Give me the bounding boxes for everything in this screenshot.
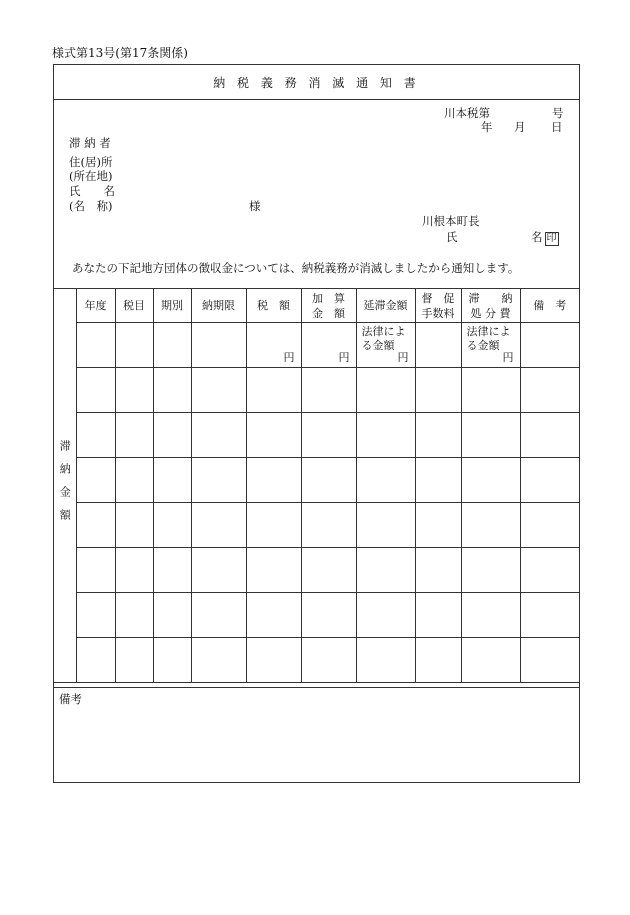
location-label: (所在地) [69, 169, 113, 183]
cell[interactable] [520, 548, 579, 593]
cell-tax-amount[interactable] [246, 323, 301, 368]
table-row [54, 323, 579, 368]
cell[interactable] [356, 503, 415, 548]
cell-additional[interactable] [301, 323, 356, 368]
cell[interactable] [191, 503, 246, 548]
cell[interactable] [461, 458, 520, 503]
cell[interactable] [76, 413, 115, 458]
yen-unit: 円 [502, 351, 514, 364]
name-label: 氏 名 [69, 184, 115, 198]
yen-unit: 円 [283, 351, 295, 364]
header-period: 期別 [153, 289, 191, 323]
cell[interactable] [415, 413, 461, 458]
form-title: 納 税 義 務 消 滅 通 知 書 [54, 65, 579, 100]
by-law-line1: 法律によ [466, 325, 511, 338]
cell[interactable] [415, 593, 461, 638]
cell[interactable] [246, 638, 301, 683]
cell[interactable] [461, 368, 520, 413]
header-demand-line1: 督 促 [421, 291, 455, 305]
cell[interactable] [191, 458, 246, 503]
cell[interactable] [415, 548, 461, 593]
cell[interactable] [153, 458, 191, 503]
cell-due-date[interactable] [191, 323, 246, 368]
issuer-name-prefix: 氏 [446, 230, 458, 244]
cell[interactable] [356, 548, 415, 593]
cell[interactable] [246, 548, 301, 593]
cell-delinquency[interactable] [356, 323, 415, 368]
header-delinquency: 延滞金額 [356, 289, 415, 323]
header-demand-line2: 手数料 [421, 306, 455, 320]
cell[interactable] [301, 548, 356, 593]
cell[interactable] [356, 593, 415, 638]
cell[interactable] [153, 548, 191, 593]
side-label-cell [54, 289, 76, 683]
cell[interactable] [76, 638, 115, 683]
cell-remarks[interactable] [520, 323, 579, 368]
cell[interactable] [191, 368, 246, 413]
header-additional-line1: 加 算 [312, 291, 345, 305]
cell[interactable] [461, 638, 520, 683]
issuer-title: 川根本町長 [422, 214, 480, 228]
cell[interactable] [520, 503, 579, 548]
cell[interactable] [76, 458, 115, 503]
delinquency-table [54, 288, 579, 683]
cell[interactable] [153, 638, 191, 683]
cell[interactable] [301, 503, 356, 548]
cell[interactable] [153, 593, 191, 638]
cell[interactable] [115, 638, 153, 683]
cell[interactable] [415, 503, 461, 548]
cell[interactable] [115, 413, 153, 458]
cell[interactable] [301, 413, 356, 458]
remarks-section[interactable] [54, 687, 579, 783]
cell[interactable] [153, 368, 191, 413]
cell[interactable] [520, 593, 579, 638]
cell[interactable] [115, 368, 153, 413]
yen-unit: 円 [338, 351, 350, 364]
cell[interactable] [520, 413, 579, 458]
cell[interactable] [246, 593, 301, 638]
table-row [54, 458, 579, 503]
notice-form [53, 64, 580, 783]
cell[interactable] [76, 503, 115, 548]
table-row [54, 503, 579, 548]
cell[interactable] [191, 413, 246, 458]
doc-number-prefix: 川本税第 [444, 106, 490, 120]
cell[interactable] [76, 593, 115, 638]
cell[interactable] [301, 458, 356, 503]
header-additional-line2: 金 額 [312, 306, 345, 320]
header-disposal-cost [461, 289, 520, 323]
cell[interactable] [76, 548, 115, 593]
taxpayer-label: 滞 納 者 [69, 136, 111, 150]
cell[interactable] [246, 458, 301, 503]
table-row [54, 593, 579, 638]
cell[interactable] [356, 368, 415, 413]
cell[interactable] [301, 593, 356, 638]
cell-tax-item[interactable] [115, 323, 153, 368]
cell[interactable] [461, 548, 520, 593]
cell[interactable] [520, 638, 579, 683]
cell[interactable] [356, 413, 415, 458]
cell[interactable] [520, 458, 579, 503]
cell[interactable] [356, 458, 415, 503]
date-day: 日 [551, 120, 563, 134]
cell[interactable] [246, 368, 301, 413]
cell[interactable] [356, 638, 415, 683]
notice-text: あなたの下記地方団体の徴収金については、納税義務が消滅しましたから通知します。 [72, 261, 520, 275]
date-year: 年 [481, 120, 493, 134]
cell[interactable] [301, 368, 356, 413]
table-row [54, 638, 579, 683]
cell-year[interactable] [76, 323, 115, 368]
table-row [54, 548, 579, 593]
honorific: 様 [249, 199, 261, 213]
cell[interactable] [461, 413, 520, 458]
cell[interactable] [191, 593, 246, 638]
table-row [54, 413, 579, 458]
cell[interactable] [415, 638, 461, 683]
cell[interactable] [461, 503, 520, 548]
header-demand-fee [415, 289, 461, 323]
cell[interactable] [115, 503, 153, 548]
cell[interactable] [461, 593, 520, 638]
doc-number-suffix: 号 [552, 106, 564, 120]
header-tax-amount: 税 額 [246, 289, 301, 323]
cell-period[interactable] [153, 323, 191, 368]
cell[interactable] [76, 368, 115, 413]
cell-disposal-cost[interactable] [461, 323, 520, 368]
cell[interactable] [415, 458, 461, 503]
cell[interactable] [415, 368, 461, 413]
by-law-line2: る金額 [361, 339, 395, 352]
by-law-line2: る金額 [466, 339, 500, 352]
cell[interactable] [301, 638, 356, 683]
header-remarks: 備 考 [520, 289, 579, 323]
cell[interactable] [115, 458, 153, 503]
header-due-date: 納期限 [191, 289, 246, 323]
cell[interactable] [115, 593, 153, 638]
table-row [54, 368, 579, 413]
cell-demand-fee[interactable] [415, 323, 461, 368]
address-label: 住(居)所 [69, 155, 113, 169]
cell[interactable] [246, 503, 301, 548]
header-year: 年度 [76, 289, 115, 323]
side-label: 滞納金額 [58, 439, 72, 532]
remarks-label: 備考 [59, 692, 82, 706]
cell[interactable] [153, 503, 191, 548]
cell[interactable] [191, 638, 246, 683]
cell[interactable] [191, 548, 246, 593]
form-number-label: 様式第13号(第17条関係) [52, 46, 188, 60]
header-disposal-line1: 滞 納 [468, 291, 513, 305]
cell[interactable] [115, 548, 153, 593]
date-month: 月 [514, 120, 526, 134]
entity-name-label: (名 称) [69, 199, 113, 213]
seal-icon: 印 [546, 233, 557, 244]
header-disposal-line2: 処 分 費 [470, 306, 511, 320]
cell[interactable] [520, 368, 579, 413]
yen-unit: 円 [397, 351, 409, 364]
by-law-line1: 法律によ [361, 325, 406, 338]
header-tax-item: 税目 [115, 289, 153, 323]
header-additional [301, 289, 356, 323]
cell[interactable] [246, 413, 301, 458]
issuer-name-suffix-text: 名 [531, 230, 543, 244]
issuer-name-suffix [531, 229, 559, 246]
cell[interactable] [153, 413, 191, 458]
